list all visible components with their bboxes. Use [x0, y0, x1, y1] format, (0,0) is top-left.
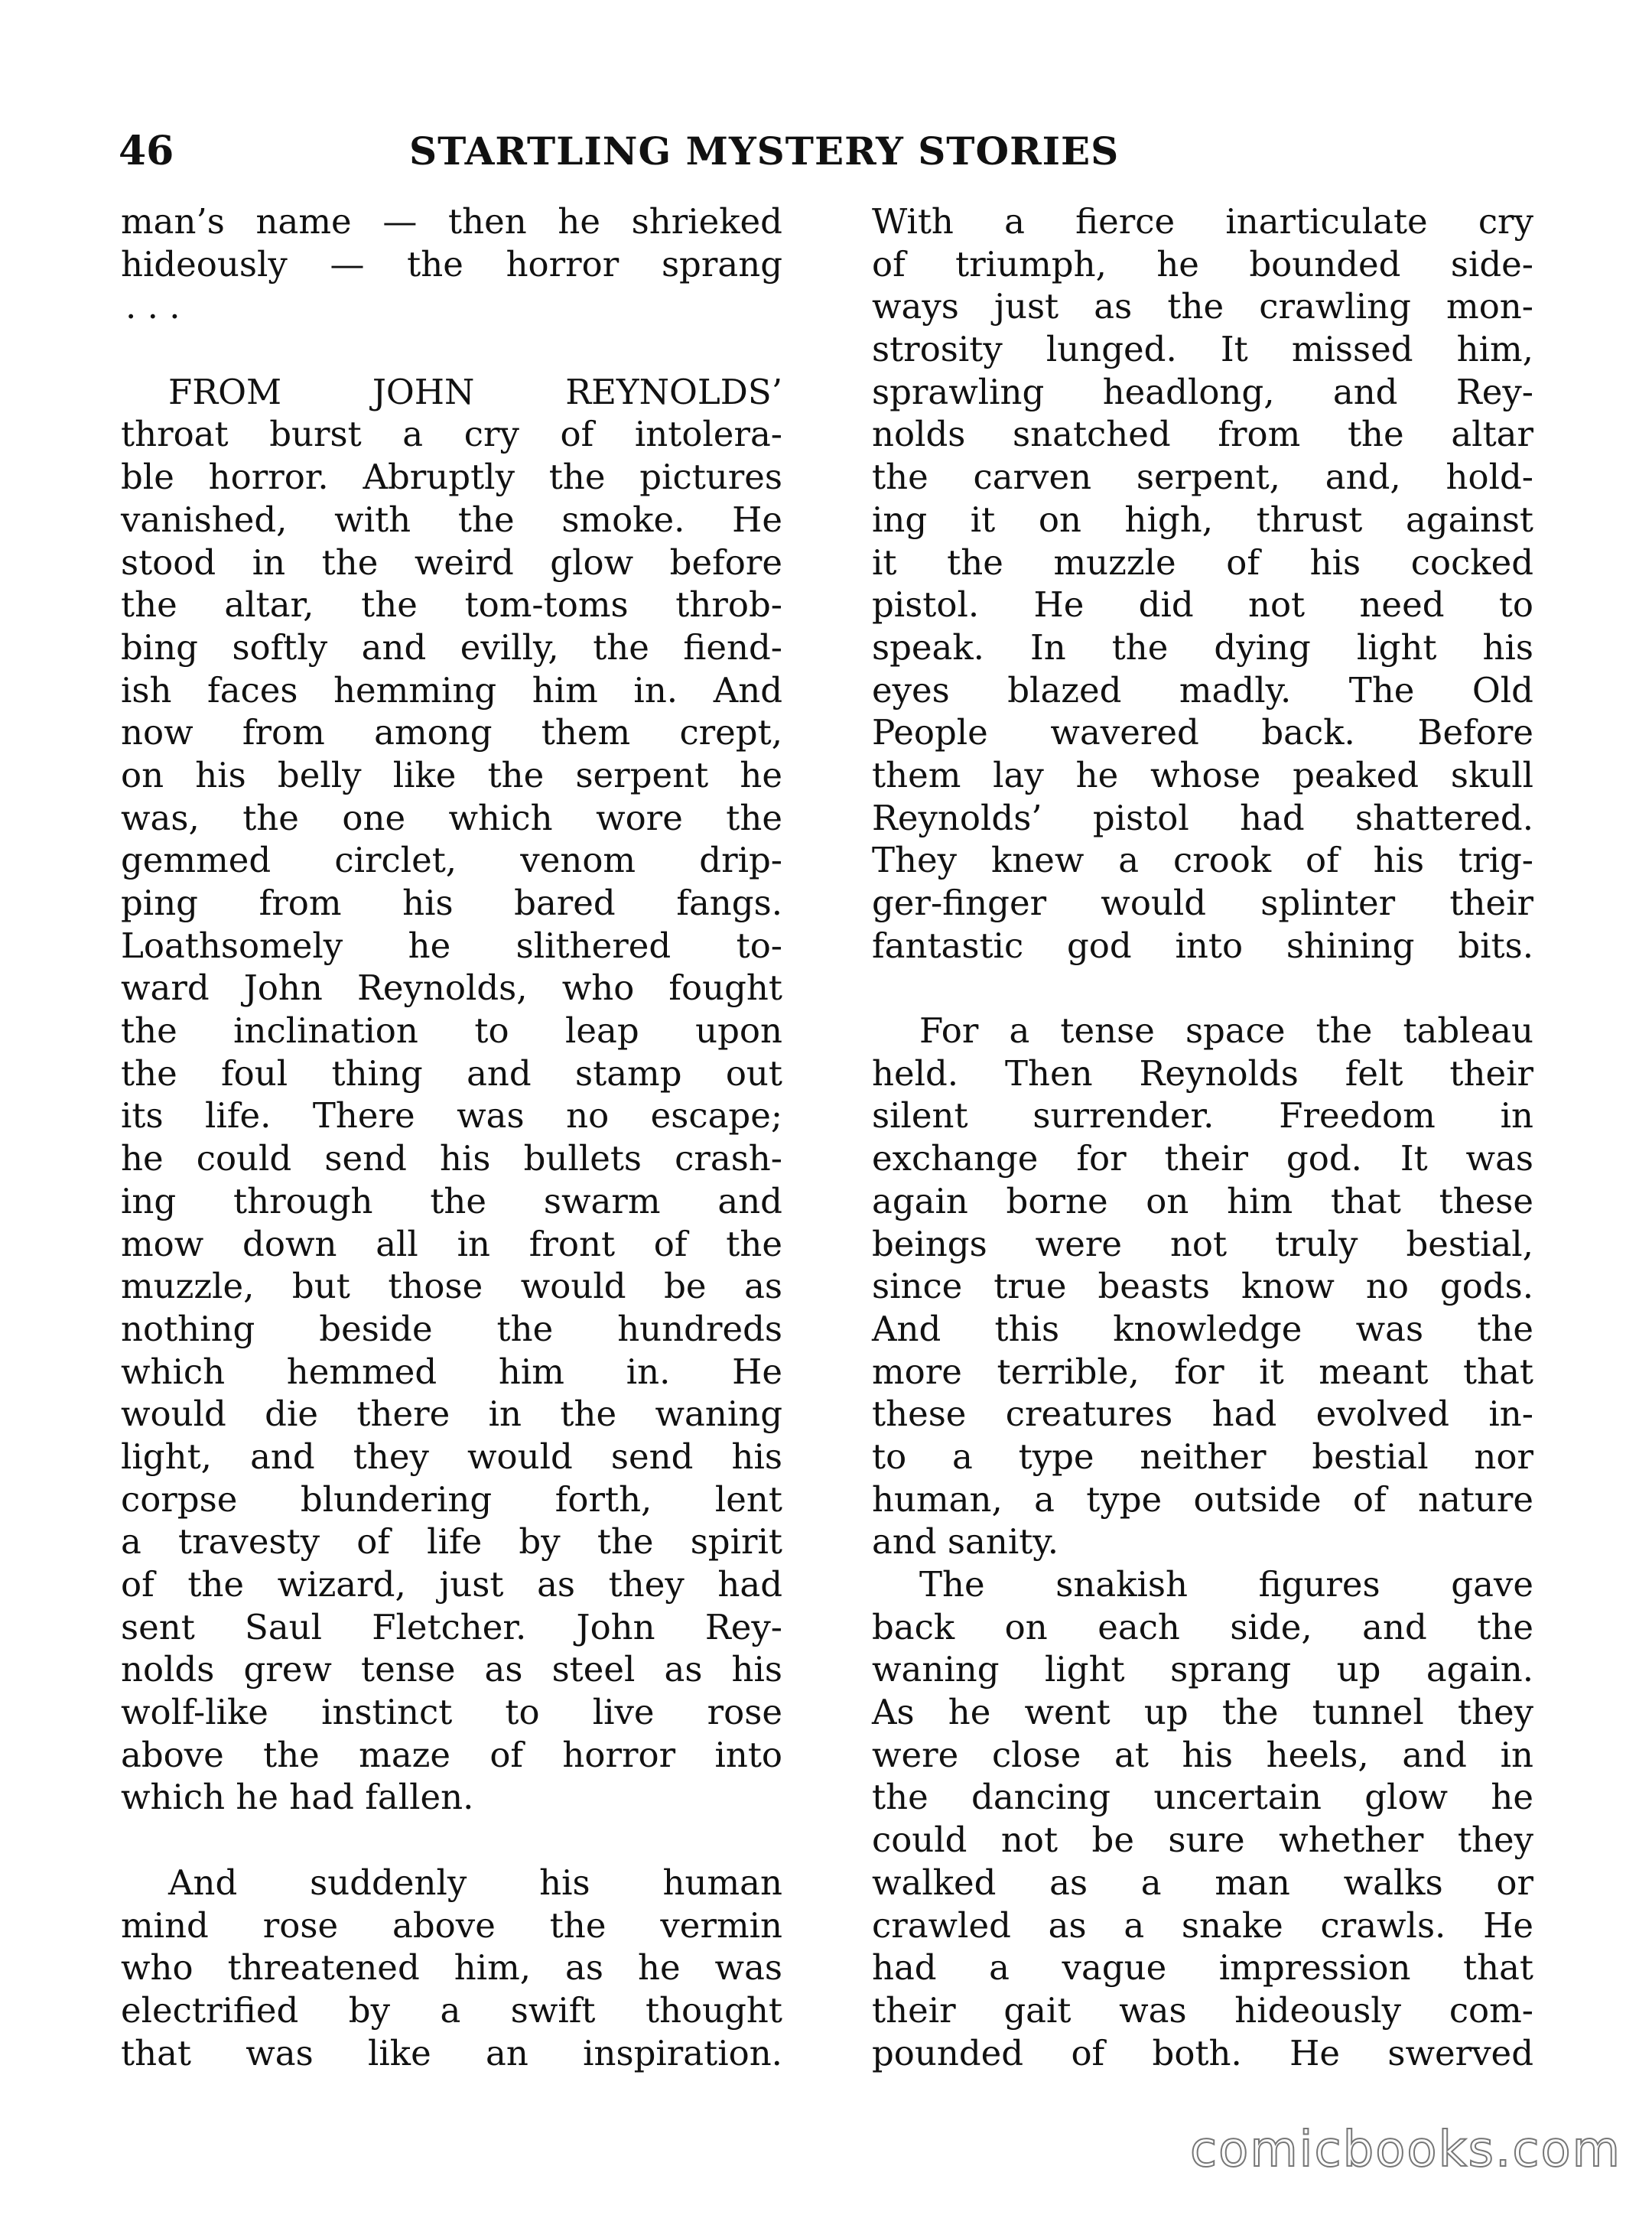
text-line: speak. In the dying light his: [872, 626, 1533, 668]
text-line: throat burst a cry of intolera-: [121, 414, 782, 455]
text-line: he could send his bullets crash-: [121, 1138, 782, 1179]
text-line: ing through the swarm and: [121, 1180, 782, 1221]
text-line: crawled as a snake crawls. He: [872, 1904, 1533, 1946]
paragraph: [121, 1862, 782, 2074]
text-line: ish faces hemming him in. And: [121, 669, 782, 711]
text-line: FROM JOHN REYNOLDS’: [168, 371, 782, 412]
text-line: They knew a crook of his trig-: [872, 840, 1533, 881]
text-line: that was like an inspiration.: [121, 2032, 782, 2073]
text-line: the dancing uncertain glow he: [872, 1777, 1533, 1818]
text-line: silent surrender. Freedom in: [872, 1095, 1533, 1137]
text-line: again borne on him that these: [872, 1180, 1533, 1221]
text-line: waning light sprang up again.: [872, 1649, 1533, 1690]
text-line: ing it on high, thrust against: [872, 499, 1533, 540]
text-line: above the maze of horror into: [121, 1734, 782, 1775]
right-column: [872, 200, 1533, 2074]
paragraph: [872, 200, 1533, 967]
text-line: the foul thing and stamp out: [121, 1052, 782, 1094]
watermark: comicbooks.com: [1189, 2122, 1621, 2178]
text-line: nothing beside the hundreds: [121, 1308, 782, 1349]
text-line: wolf-like instinct to live rose: [121, 1692, 782, 1733]
text-line: exchange for their god. It was: [872, 1138, 1533, 1179]
text-line: were close at his heels, and in: [872, 1734, 1533, 1775]
text-line: ger-finger would splinter their: [872, 883, 1533, 923]
text-line: ward John Reynolds, who fought: [121, 968, 782, 1009]
text-line: light, and they would send his: [121, 1436, 782, 1477]
text-line: was, the one which wore the: [121, 797, 782, 838]
text-line: eyes blazed madly. The Old: [872, 669, 1533, 711]
left-column: [121, 200, 782, 2074]
text-line: corpse blundering forth, lent: [121, 1478, 782, 1520]
text-line: man’s name — then he shrieked: [121, 201, 782, 242]
text-line: the altar, the tom-toms throb-: [121, 584, 782, 626]
text-line: which he had fallen.: [121, 1777, 474, 1818]
text-line: had a vague impression that: [872, 1947, 1533, 1989]
text-line: back on each side, and the: [872, 1606, 1533, 1647]
text-line: more terrible, for it meant that: [872, 1351, 1533, 1392]
text-line: sent Saul Fletcher. John Rey-: [121, 1606, 782, 1647]
text-line: since true beasts know no gods.: [872, 1266, 1533, 1307]
text-line: a travesty of life by the spirit: [121, 1521, 782, 1563]
text-line: of triumph, he bounded side-: [872, 243, 1533, 285]
text-line: The snakish figures gave: [919, 1564, 1533, 1605]
paragraph: [121, 200, 782, 328]
text-line: mow down all in front of the: [121, 1223, 782, 1264]
text-line: on his belly like the serpent he: [121, 754, 782, 795]
text-line: walked as a man walks or: [872, 1862, 1533, 1903]
text-line: As he went up the tunnel they: [872, 1692, 1533, 1733]
paragraph: [872, 1010, 1533, 1563]
text-line: of the wizard, just as they had: [121, 1564, 782, 1605]
text-line: And this knowledge was the: [872, 1308, 1533, 1349]
paragraph: [872, 1563, 1533, 2074]
text-line: mind rose above the vermin: [121, 1904, 782, 1946]
text-line: its life. There was no escape;: [121, 1095, 782, 1137]
paragraph-gap: [121, 328, 782, 371]
text-line: People wavered back. Before: [872, 712, 1533, 753]
page-header: [119, 121, 1533, 182]
text-line: would die there in the waning: [121, 1394, 782, 1435]
text-line: pounded of both. He swerved: [872, 2032, 1533, 2073]
running-title: STARTLING MYSTERY STORIES: [409, 128, 1120, 174]
paragraph-gap: [121, 1819, 782, 1862]
text-line: to a type neither bestial nor: [872, 1436, 1533, 1477]
text-line: And suddenly his human: [168, 1862, 782, 1903]
text-line: strosity lunged. It missed him,: [872, 329, 1533, 370]
text-line: held. Then Reynolds felt their: [872, 1052, 1533, 1094]
text-line: now from among them crept,: [121, 712, 782, 753]
text-line: beings were not truly bestial,: [872, 1223, 1533, 1264]
text-line: it the muzzle of his cocked: [872, 541, 1533, 583]
text-line: gemmed circlet, venom drip-: [121, 840, 782, 881]
page-number: 46: [119, 128, 174, 174]
text-line: nolds snatched from the altar: [872, 414, 1533, 455]
text-line: fantastic god into shining bits.: [872, 925, 1533, 966]
text-line: With a fierce inarticulate cry: [872, 201, 1533, 242]
text-line: who threatened him, as he was: [121, 1947, 782, 1989]
text-line: pistol. He did not need to: [872, 584, 1533, 626]
paragraph-gap: [872, 967, 1533, 1010]
text-line: hideously — the horror sprang: [121, 243, 782, 285]
text-line: nolds grew tense as steel as his: [121, 1649, 782, 1690]
text-line: the inclination to leap upon: [121, 1010, 782, 1052]
text-line: their gait was hideously com-: [872, 1989, 1533, 2031]
text-line: vanished, with the smoke. He: [121, 499, 782, 540]
text-line: these creatures had evolved in-: [872, 1394, 1533, 1435]
text-line: electrified by a swift thought: [121, 1989, 782, 2031]
text-line: . . .: [125, 286, 180, 327]
text-line: which hemmed him in. He: [121, 1351, 782, 1392]
text-line: ping from his bared fangs.: [121, 883, 782, 923]
text-line: and sanity.: [872, 1521, 1059, 1563]
text-line: ways just as the crawling mon-: [872, 286, 1533, 327]
text-line: Loathsomely he slithered to-: [121, 925, 782, 966]
text-line: them lay he whose peaked skull: [872, 754, 1533, 795]
text-line: human, a type outside of nature: [872, 1478, 1533, 1520]
paragraph: [121, 371, 782, 1819]
text-line: bing softly and evilly, the fiend-: [121, 626, 782, 668]
text-line: could not be sure whether they: [872, 1820, 1533, 1861]
text-line: sprawling headlong, and Rey-: [872, 371, 1533, 412]
text-line: the carven serpent, and, hold-: [872, 457, 1533, 498]
text-line: muzzle, but those would be as: [121, 1266, 782, 1307]
text-line: ble horror. Abruptly the pictures: [121, 457, 782, 498]
text-line: stood in the weird glow before: [121, 541, 782, 583]
text-line: For a tense space the tableau: [919, 1010, 1533, 1052]
text-line: Reynolds’ pistol had shattered.: [872, 797, 1533, 838]
